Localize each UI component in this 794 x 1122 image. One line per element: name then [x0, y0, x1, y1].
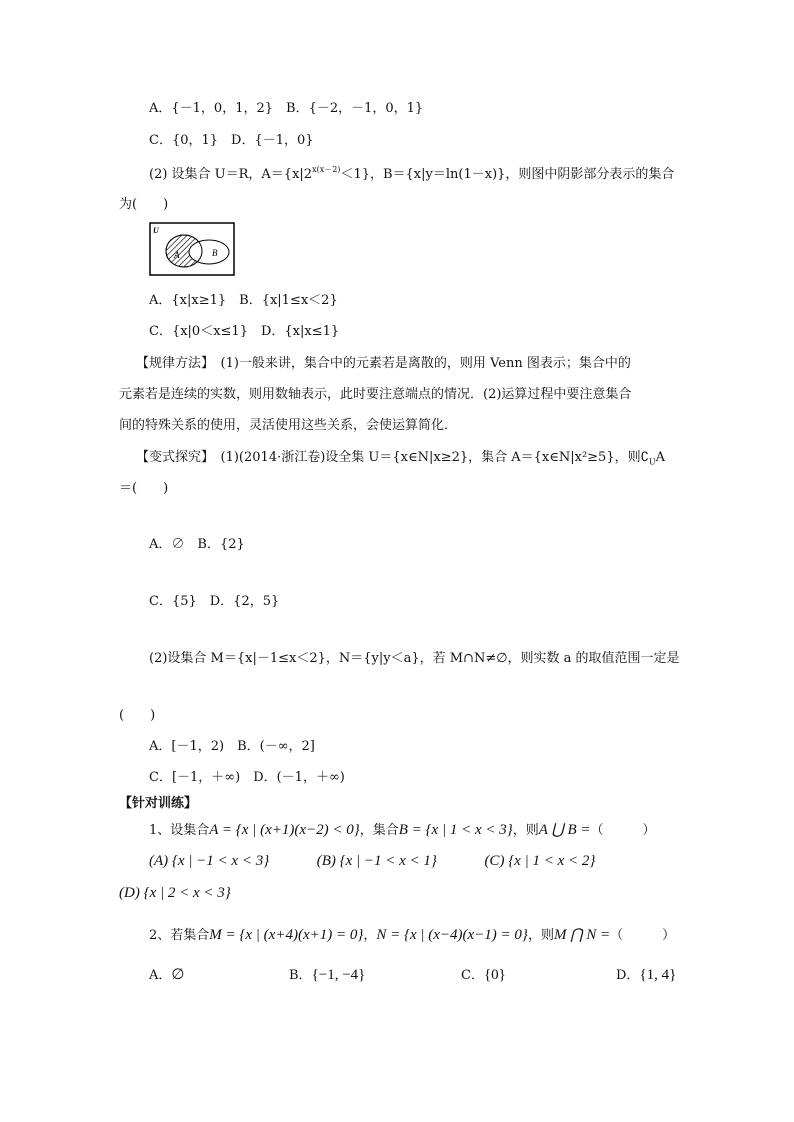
training-p2-option-b	[289, 966, 365, 985]
training-p2-option-d	[616, 966, 676, 985]
training-p1-opt-a: {x | −1 < x < 3}	[171, 853, 270, 869]
variant-q2-options-2: C．[－1，＋∞) D．(－1，＋∞)	[149, 770, 345, 785]
q1-options-line2: C．{0，1} D．{－1，0}	[149, 133, 314, 148]
venn-diagram	[149, 222, 235, 276]
training-p2-option-c	[461, 966, 506, 985]
training-p1-prefix: 1、设集合	[149, 823, 210, 838]
q2-stem-exponent: x(x－2)	[312, 165, 341, 174]
training-heading: 【针对训练】	[119, 796, 198, 811]
training-p2-opt-a: ∅	[171, 967, 185, 983]
venn-label-b: B	[212, 248, 218, 258]
variant-q1-sub: U	[648, 457, 656, 467]
training-p2-set-m: M = {x | (x+4)(x+1) = 0}	[209, 927, 364, 943]
training-p1-set-b: B = {x | 1 < x < 3}	[398, 822, 513, 838]
training-p2-opt-d: {1, 4}	[639, 967, 677, 983]
training-p1-option-d	[119, 884, 231, 902]
training-p1-opt-d: {x | 2 < x < 3}	[143, 885, 231, 901]
training-p1-expr: A ⋃ B =	[538, 822, 591, 838]
q2-stem-continued: 为( )	[119, 197, 169, 212]
training-p1-opt-c: {x | 1 < x < 2}	[508, 853, 596, 869]
training-p1-paren: （ ）	[590, 823, 656, 838]
training-p1-opt-b: {x | −1 < x < 1}	[339, 853, 437, 869]
variant-q2-stem: (2)设集合 M＝{x|－1≤x＜2}，N＝{y|y＜a}，若 M∩N≠∅，则实数 a 的取值范围一定是	[149, 651, 680, 666]
training-p2-opt-c: {0}	[483, 967, 506, 983]
training-p1-opt-d-label: (D)	[119, 885, 140, 901]
training-p1-stem	[149, 821, 656, 840]
training-p2-opt-b-label: B．	[289, 968, 312, 983]
q2-stem-b: ＜1}，B＝{x|y＝ln(1－x)}，则图中阴影部分表示的集合	[340, 167, 675, 182]
training-p2-stem	[149, 926, 675, 945]
training-p2-opt-b: {−1, −4}	[311, 967, 366, 983]
training-p2-opt-d-label: D．	[616, 968, 640, 983]
variant-q1-options-2: C．{5} D．{2，5}	[149, 594, 280, 609]
q2-stem	[149, 166, 674, 184]
training-p1-set-a: A = {x | (x+1)(x−2) < 0}	[209, 822, 360, 838]
training-p1-options-abc	[149, 852, 595, 870]
training-p2-paren: （ ）	[610, 928, 676, 943]
variant-q2-continued: ( )	[119, 708, 156, 723]
training-p2-option-a	[149, 966, 184, 985]
method-line1	[136, 355, 631, 373]
venn-label-u: U	[153, 226, 159, 235]
training-p2-expr: M ⋂ N =	[553, 927, 611, 943]
q2-options-line2: C．{x|0＜x≤1} D．{x|x≤1}	[149, 324, 340, 339]
training-p2-opt-c-label: C．	[461, 968, 484, 983]
variant-label: 【变式探究】	[136, 450, 208, 465]
variant-q2-options-1: A．[－1，2) B．(－∞，2]	[149, 739, 315, 754]
variant-q1-stem	[136, 449, 665, 472]
q2-options-line1: A．{x|x≥1} B．{x|1≤x＜2}	[149, 293, 338, 308]
training-p1-mid: ，集合	[359, 823, 399, 838]
venn-set-b	[189, 240, 229, 264]
training-p2-opt-a-label: A．	[149, 968, 172, 983]
variant-q1-text: (1)(2014·浙江卷)设全集 U＝{x∈N|x≥2}，集合 A＝{x∈N|x²≥5}，则∁	[207, 450, 649, 465]
training-p2-mid: ，则	[527, 928, 554, 943]
venn-label-a: A	[174, 250, 180, 260]
variant-q1-continued: ＝( )	[119, 481, 169, 496]
training-p1-mid2: ，则	[512, 823, 539, 838]
training-p2-sep: ，	[363, 928, 377, 943]
training-p1-opt-a-label: (A)	[149, 853, 169, 869]
method-line3: 间的特殊关系的使用，灵活使用这些关系，会使运算简化．	[119, 418, 458, 433]
q2-stem-a: (2) 设集合 U＝R，A＝{x|2	[149, 167, 313, 182]
training-p1-opt-b-label: (B)	[316, 853, 336, 869]
training-p1-opt-c-label: (C)	[484, 853, 505, 869]
variant-q1-options-1: A．∅ B．{2}	[149, 537, 245, 552]
variant-q1-tail: A	[655, 450, 666, 465]
q1-options-line1: A．{－1，0，1，2} B．{－2，－1，0，1}	[149, 101, 424, 116]
method-line2: 元素若是连续的实数，则用数轴表示，此时要注意端点的情况．(2)运算过程中要注意集合	[119, 387, 632, 402]
training-p2-prefix: 2、若集合	[149, 928, 210, 943]
training-p2-set-n: N = {x | (x−4)(x−1) = 0}	[376, 927, 528, 943]
method-label: 【规律方法】	[136, 356, 208, 371]
method-text-1: (1)一般来讲，集合中的元素若是离散的，则用 Venn 图表示；集合中的	[207, 356, 631, 371]
